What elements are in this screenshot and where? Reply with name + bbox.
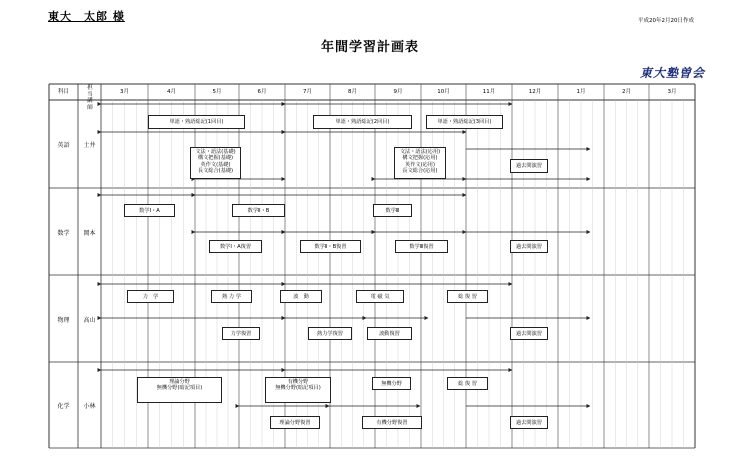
task-label: 単語・熟語総記(2回目): [335, 119, 390, 125]
task-label: 電 磁 気: [370, 294, 390, 300]
month-header: 2月: [622, 89, 631, 95]
task-box: [373, 204, 412, 217]
task-label: 有機分野復習: [376, 420, 408, 426]
task-box: [209, 240, 262, 253]
task-box: [127, 290, 174, 303]
month-header: 5月: [212, 89, 222, 95]
task-box: [190, 147, 241, 179]
task-box: [137, 377, 222, 403]
task-label: 数学Ⅰ・A: [139, 208, 160, 214]
row-subject: 数学: [57, 229, 70, 237]
task-label: 文法・語法(基礎): [195, 149, 236, 155]
month-header: 7月: [303, 89, 312, 95]
student-name: 東大 太郎 様: [48, 10, 125, 23]
row-teacher: 小林: [83, 403, 96, 410]
month-header: 4月: [167, 89, 176, 95]
task-box: [372, 377, 411, 390]
task-box: [447, 290, 488, 303]
task-label: 過去問演習: [516, 163, 542, 169]
row-teacher: 岡本: [83, 229, 96, 237]
task-label: 熱 力 学: [222, 294, 241, 300]
row-subject: 英語: [57, 142, 70, 149]
task-label: 無機分野: [381, 381, 402, 387]
task-box: [280, 290, 322, 303]
task-box: [426, 115, 503, 129]
task-box: [510, 240, 548, 253]
task-box: [395, 240, 448, 253]
task-box: [356, 290, 404, 303]
month-header: 6月: [257, 89, 267, 95]
month-header: 9月: [393, 89, 403, 95]
task-label: 構文把握(応用): [402, 155, 438, 162]
task-label: 無機分野(暗記項目): [156, 385, 203, 392]
task-label: 数学Ⅲ: [385, 208, 400, 214]
header-subject: 科目: [57, 89, 69, 95]
task-box: [300, 240, 361, 253]
task-label: 波動復習: [379, 331, 400, 337]
task-label: 過去問演習: [516, 331, 542, 337]
row-subject: 化学: [57, 403, 70, 410]
task-label: 数学Ⅰ・A復習: [219, 244, 252, 250]
task-box: [510, 327, 548, 340]
task-label: 長文総合(基礎): [197, 168, 234, 175]
task-label: 総 復 習: [458, 381, 477, 387]
task-box: [447, 377, 488, 390]
created-date: 平成20年2月20日作成: [638, 18, 694, 24]
task-box: [222, 327, 260, 340]
company-logo: 東大塾曽会: [640, 66, 706, 80]
task-label: 数学Ⅲ復習: [409, 244, 434, 250]
task-box: [265, 377, 331, 403]
month-header: 1月: [576, 89, 586, 95]
month-header: 3月: [120, 89, 129, 95]
header-teacher: 担当講師: [87, 85, 93, 111]
task-box: [270, 416, 320, 429]
row-subject: 物理: [57, 316, 70, 324]
month-header: 10月: [437, 89, 450, 95]
month-header: 11月: [482, 89, 496, 95]
task-label: 熱力学復習: [317, 331, 343, 337]
task-box: [148, 115, 245, 129]
task-label: 構文把握(基礎): [197, 155, 234, 162]
month-header: 12月: [528, 89, 542, 95]
task-box: [510, 159, 548, 173]
task-label: 過去問演習: [516, 244, 542, 250]
task-label: 力 学: [142, 294, 159, 300]
task-box: [510, 416, 548, 429]
task-box: [232, 204, 285, 217]
task-label: 英作文(応用): [405, 161, 435, 168]
task-label: 波 動: [293, 294, 309, 300]
task-label: 長文総合(応用): [402, 168, 438, 175]
task-label: 数学Ⅱ・B: [247, 208, 270, 214]
task-box: [211, 290, 252, 303]
task-label: 理論分野復習: [279, 420, 311, 426]
month-header: 3月: [667, 89, 677, 95]
task-box: [362, 416, 422, 429]
month-header: 8月: [348, 89, 357, 95]
task-label: 数学Ⅱ・B復習: [314, 244, 347, 250]
task-box: [367, 327, 412, 340]
task-label: 単語・熟語総記(1回目): [169, 119, 224, 125]
task-label: 英作文(基礎): [200, 161, 231, 168]
task-label: 単語・熟語総記(3回目): [437, 119, 492, 125]
task-label: 力学復習: [230, 331, 252, 337]
task-label: 過去問演習: [516, 420, 542, 426]
task-box: [313, 115, 412, 129]
task-label: 有機分野: [287, 379, 309, 385]
row-teacher: 高山: [83, 316, 96, 324]
task-label: 文法・語法(応用): [399, 149, 441, 155]
task-label: 総 復 習: [458, 294, 477, 300]
task-label: 理論分野: [169, 379, 190, 385]
task-box: [308, 327, 352, 340]
task-box: [394, 147, 446, 179]
page-title: 年間学習計画表: [320, 40, 419, 55]
task-label: 無機分野(暗記項目): [275, 385, 321, 392]
task-box: [124, 204, 175, 217]
row-teacher: 土井: [83, 142, 96, 149]
